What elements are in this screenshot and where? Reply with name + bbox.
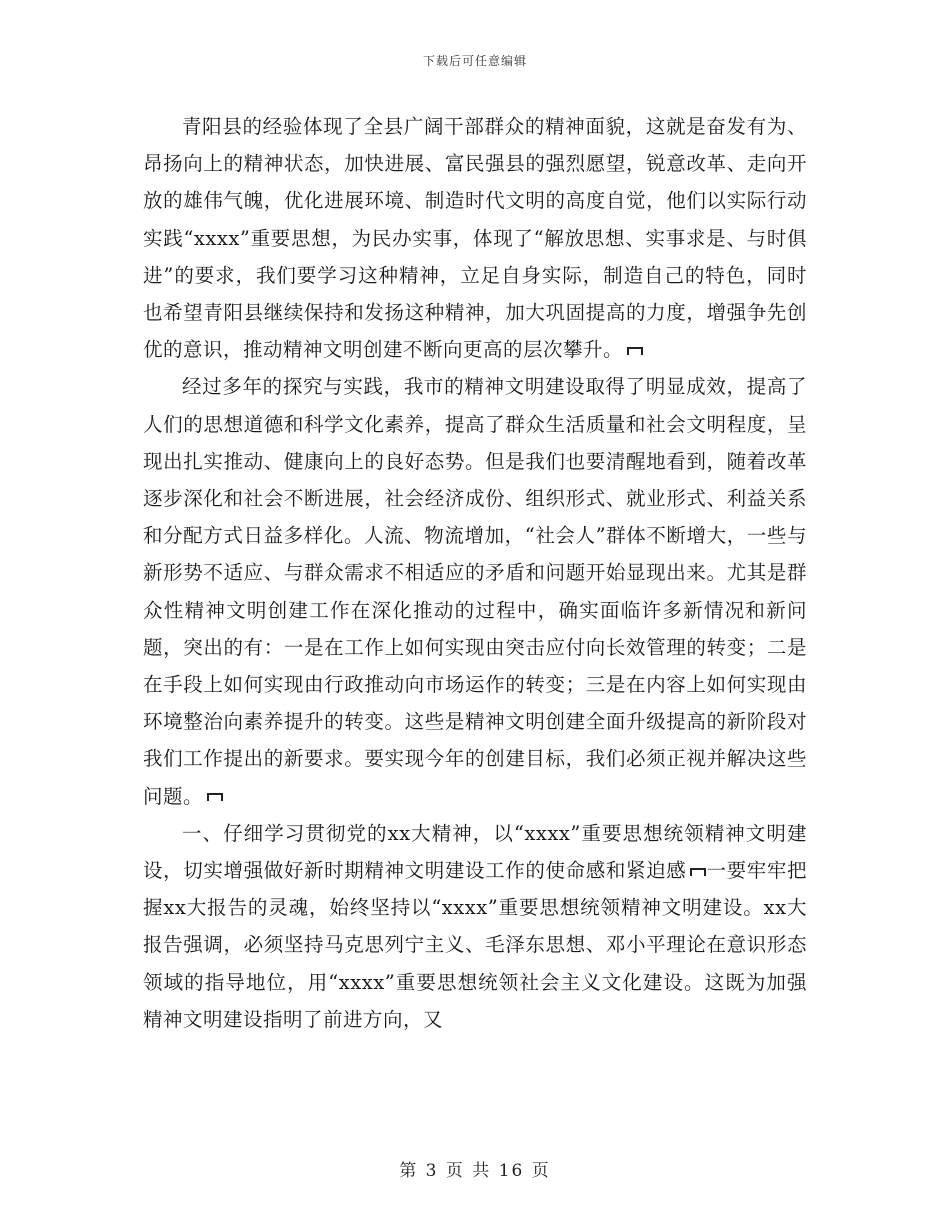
paragraph-2: [143, 368, 807, 814]
page-header: 下载后可任意编辑: [422, 54, 527, 68]
page-footer: 第 3 页 共 16 页: [399, 1161, 551, 1181]
paragraph-2-text: 经过多年的探究与实践，我市的精神文明建设取得了明显成效，提高了人们的思想道德和科学文化素养，提高了群众生活质量和社会文明程度，呈现出扎实推动、健康向上的良好态势。但是我们也要清醒地看到，随着改革逐步深化和社会不断进展，社会经济成份、组织形式、就业形式、利益关系和分配方式日益多样化。人流、物流增加，“社会人”群体不断增大，一些与新形势不适应、与群众需求不相适应的矛盾和问题开始显现出来。尤其是群众性精神文明创建工作在深化推动的过程中，确实面临许多新情况和新问题，突出的有：一是在工作上如何实现由突击应付向长效管理的转变；二是在手段上如何实现由行政推动向市场运作的转变；三是在内容上如何实现由环境整治向素养提升的转变。这些是精神文明创建全面升级提高的新阶段对我们工作提出的新要求。要实现今年的创建目标，我们必须正视并解决这些问题。: [143, 375, 807, 808]
paragraph-3-heading: 一、仔细学习贯彻党的xx大精神，以“xxxx”重要思想统领精神文明建设，切实增强做好新时期精神文明建设工作的使命感和紧迫感: [143, 821, 807, 883]
paragraph-break-icon: [207, 793, 223, 801]
paragraph-3-text: 一要牢牢把握xx大报告的灵魂，始终坚持以“xxxx”重要思想统领精神文明建设。xx大报告强调，必须坚持马克思列宁主义、毛泽东思想、邓小平理论在意识形态领域的指导地位，用“xxxx”重要思想统领社会主义文化建设。这既为加强精神文明建设指明了前进方向，又: [143, 859, 807, 1031]
paragraph-1: [143, 108, 807, 368]
paragraph-1-text: 青阳县的经验体现了全县广阔干部群众的精神面貌，这就是奋发有为、昂扬向上的精神状态，加快进展、富民强县的强烈愿望，锐意改革、走向开放的雄伟气魄，优化进展环境、制造时代文明的高度自觉，他们以实际行动实践“xxxx”重要思想，为民办实事，体现了“解放思想、实事求是、与时俱进”的要求，我们要学习这种精神，立足自身实际，制造自己的特色，同时也希望青阳县继续保持和发扬这种精神，加大巩固提高的力度，增强争先创优的意识，推动精神文明创建不断向更高的层次攀升。: [143, 115, 807, 362]
paragraph-break-icon: [690, 868, 706, 876]
document-body: [143, 108, 807, 1038]
paragraph-3: [143, 815, 807, 1038]
paragraph-break-icon: [627, 347, 643, 355]
